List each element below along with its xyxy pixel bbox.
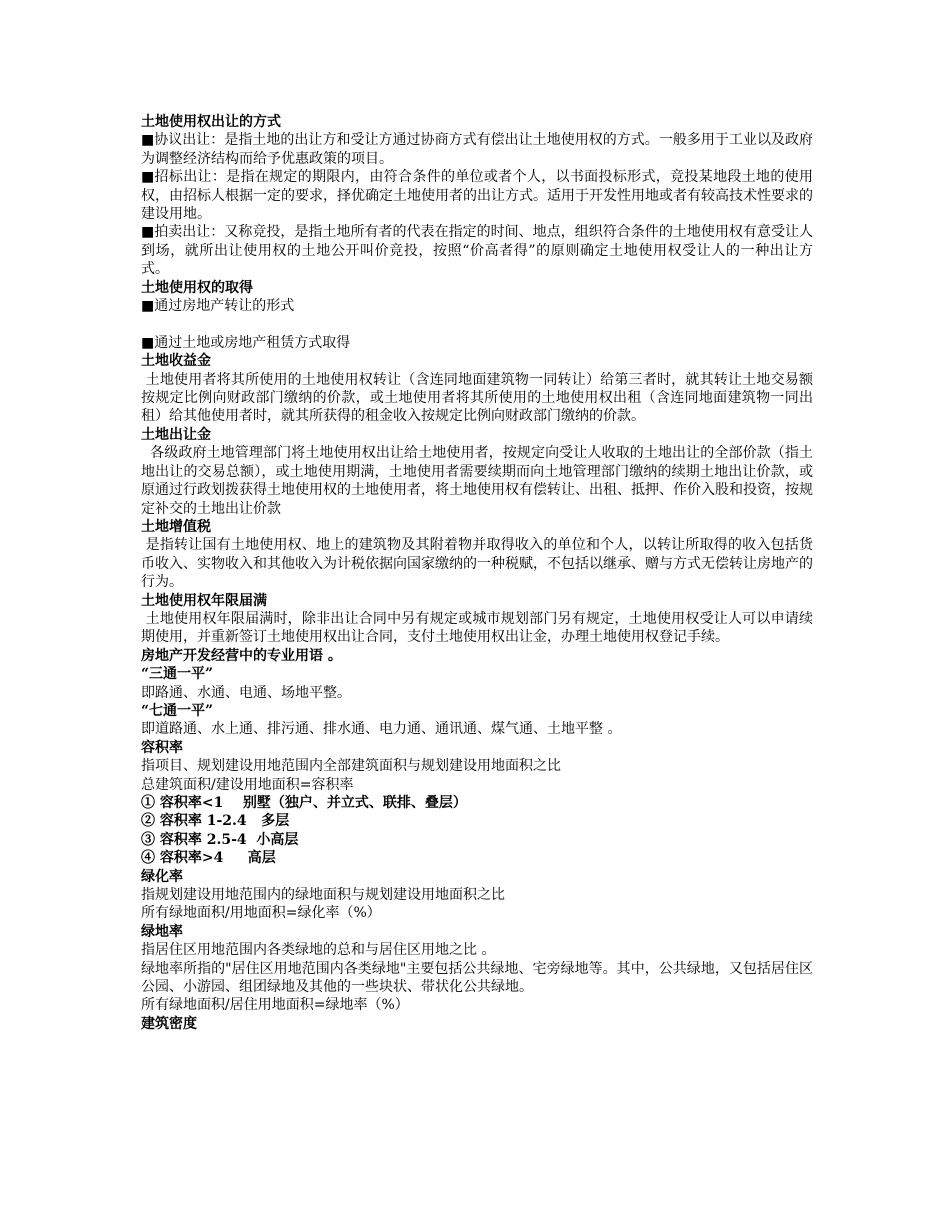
paragraph-auction-transfer: ■拍卖出让：又称竞投，是指土地所有者的代表在指定的时间、地点，组织符合条件的土地使用权有意受让人到场，就所出让使用权的土地公开叫价竞投，按照“价高者得”的原则确定土地使用权受让人的一种出让方式。 bbox=[141, 224, 813, 278]
paragraph-green-space-ratio-definition: 指居住区用地范围内各类绿地的总和与居住区用地之比 。 bbox=[141, 942, 496, 959]
section-title-greening-rate: 绿化率 bbox=[141, 868, 183, 885]
paragraph-plot-ratio-definition: 指项目、规划建设用地范围内全部建筑面积与规划建设用地面积之比 bbox=[141, 758, 561, 775]
section-title-green-space-ratio: 绿地率 bbox=[141, 923, 183, 940]
paragraph-seven-connections: 即道路通、水上通、排污通、排水通、电力通、通讯通、煤气通、土地平整 。 bbox=[141, 721, 622, 738]
paragraph-tender-transfer: ■招标出让：是指在规定的期限内，由符合条件的单位或者个人，以书面投标形式，竞投某地段土地的使用权，由招标人根据一定的要求，择优确定土地使用者的出让方式。适用于开发性用地或者有较高技术性要求的建设用地。 bbox=[141, 169, 813, 223]
section-title-terminology: 房地产开发经营中的专业用语 。 bbox=[141, 647, 342, 664]
plot-ratio-item-3: ③ 容积率 2.5-4 小高层 bbox=[141, 831, 299, 848]
paragraph-land-value-tax: 是指转让国有土地使用权、地上的建筑物及其附着物并取得收入的单位和个人，以转让所取得的收入包括货币收入、实物收入和其他收入为计税依据向国家缴纳的一种税赋，不包括以继承、赠与方式无偿转让房地产的行为。 bbox=[141, 537, 813, 591]
paragraph-land-revenue: 土地使用者将其所使用的土地使用权转让（含连同地面建筑物一同转让）给第三者时，就其转让土地交易额按规定比例向财政部门缴纳的价款，或土地使用者将其所使用的土地使用权出租（含连同地面建筑物一同出租）给其他使用者时，就其所获得的租金收入按规定比例向财政部门缴纳的价款。 bbox=[141, 371, 813, 425]
document-page bbox=[141, 113, 813, 1033]
paragraph-plot-ratio-formula: 总建筑面积/建设用地面积=容积率 bbox=[141, 776, 354, 793]
paragraph-land-premium: 各级政府土地管理部门将土地使用权出让给土地使用者，按规定向受让人收取的土地出让的全部价款（指土地出让的交易总额），或土地使用期满，土地使用者需要续期而向土地管理部门缴纳的续期土地出让价款，或原通过行政划拨获得土地使用权的土地使用者，将土地使用权有偿转让、出租、抵押、作价入股和投资，按规定补交的土地出让价款 bbox=[141, 445, 814, 517]
paragraph-green-space-ratio-details: 绿地率所指的"居住区用地范围内各类绿地"主要包括公共绿地、宅旁绿地等。其中，公共绿地，又包括居住区公园、小游园、组团绿地及其他的一些块状、带状化公共绿地。 bbox=[141, 960, 813, 996]
term-three-connections: “三通一平” bbox=[141, 666, 214, 683]
term-seven-connections: “七通一平” bbox=[141, 702, 214, 719]
section-title-land-revenue: 土地收益金 bbox=[141, 353, 211, 370]
paragraph-term-expiry: 土地使用权年限届满时，除非出让合同中另有规定或城市规划部门另有规定，土地使用权受让人可以申请续期使用，并重新签订土地使用权出让合同，支付土地使用权出让金，办理土地使用权登记手续。 bbox=[141, 610, 813, 646]
section-title-building-density: 建筑密度 bbox=[141, 1015, 197, 1032]
paragraph-greening-rate-formula: 所有绿地面积/用地面积=绿化率（%） bbox=[141, 905, 381, 922]
section-title-land-transfer-methods: 土地使用权出让的方式 bbox=[141, 114, 281, 130]
plot-ratio-item-1: ① 容积率<1 别墅（独户、并立式、联排、叠层） bbox=[141, 795, 467, 812]
blank-line bbox=[141, 315, 813, 333]
plot-ratio-item-4: ④ 容积率>4 高层 bbox=[141, 850, 276, 867]
section-title-land-acquisition: 土地使用权的取得 bbox=[141, 279, 253, 296]
section-title-plot-ratio: 容积率 bbox=[141, 739, 183, 756]
paragraph-negotiated-transfer: ■协议出让：是指土地的出让方和受让方通过协商方式有偿出让土地使用权的方式。一般多用于工业以及政府为调整经济结构而给予优惠政策的项目。 bbox=[141, 132, 813, 167]
plot-ratio-item-2: ② 容积率 1-2.4 多层 bbox=[141, 813, 290, 830]
paragraph-greening-rate-definition: 指规划建设用地范围内的绿地面积与规划建设用地面积之比 bbox=[141, 887, 505, 904]
paragraph-green-space-ratio-formula: 所有绿地面积/居住用地面积=绿地率（%） bbox=[141, 997, 409, 1014]
paragraph-acquisition-by-transfer: ■通过房地产转让的形式 bbox=[141, 298, 295, 315]
section-title-land-value-tax: 土地增值税 bbox=[141, 518, 211, 535]
section-title-term-expiry: 土地使用权年限届满 bbox=[141, 592, 267, 609]
section-title-land-premium: 土地出让金 bbox=[141, 426, 211, 443]
paragraph-three-connections: 即路通、水通、电通、场地平整。 bbox=[141, 684, 351, 701]
paragraph-acquisition-by-lease: ■通过土地或房地产租赁方式取得 bbox=[141, 334, 351, 351]
